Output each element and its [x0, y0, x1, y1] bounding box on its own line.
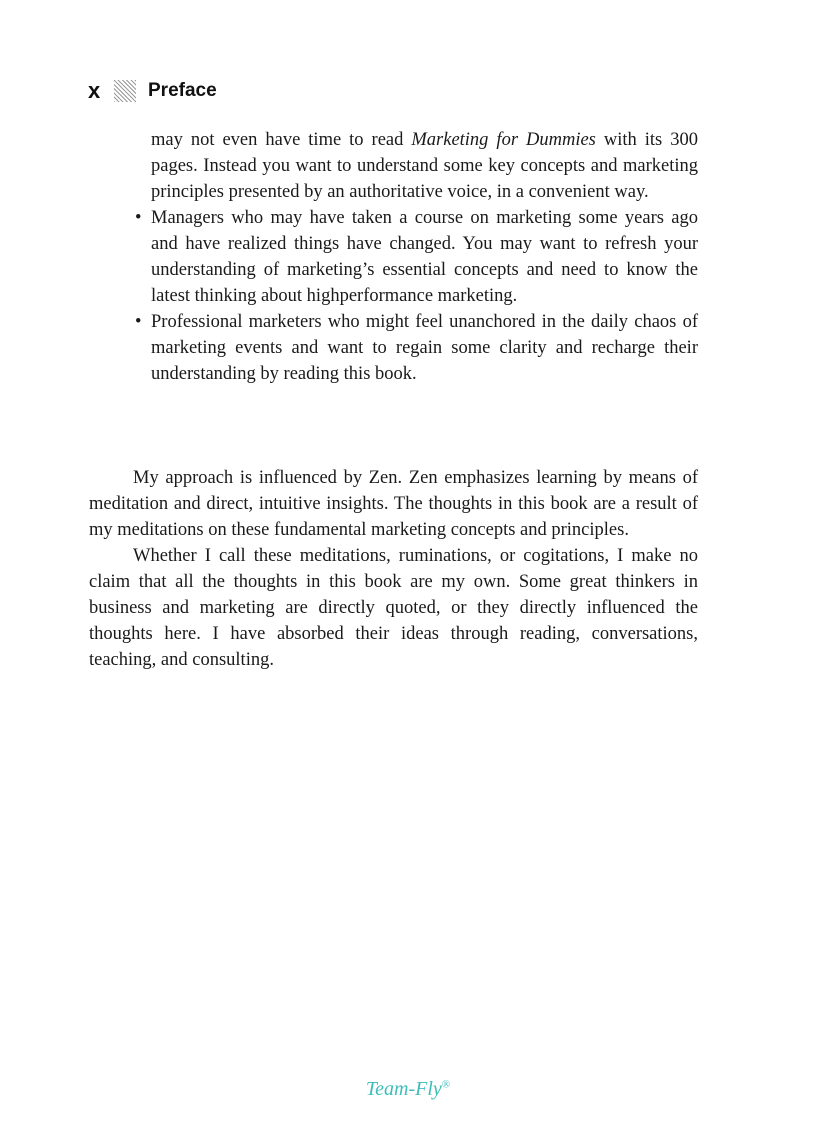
list-item-text: Professional marketers who might feel unanchored in the daily chaos of marketing events and want to regain some clarity and recharge their understanding by reading this book.: [151, 312, 698, 384]
paragraph-approach: My approach is influenced by Zen. Zen emphasizes learning by means of meditation and direct, intuitive insights. The thoughts in this book are a result of my meditations on these fundamental marketing concepts and principles.: [89, 468, 698, 540]
audience-list: [135, 127, 698, 387]
list-item-text: Managers who may have taken a course on marketing some years ago and have realized things have changed. You may want to refresh your understanding of marketing’s essential concepts and need to know the latest thinking about highperformance marketing.: [151, 208, 698, 306]
list-item-professional-marketers: [135, 309, 698, 387]
paragraph-meditations: Whether I call these meditations, ruminations, or cogitations, I make no claim that all the thoughts in this book are my own. Some great thinkers in business and marketing are directly quoted, or they directly influenced the thoughts here. I have absorbed their ideas through reading, conversations, teaching, and consulting.: [89, 546, 698, 670]
footer-text: Team-Fly: [365, 1078, 442, 1100]
section-title: Preface: [148, 80, 217, 101]
list-item-continuation: [151, 127, 698, 205]
registered-mark: ®: [441, 1078, 451, 1091]
continuation-text-end: with its 300 pages. Instead you want to understand some key concepts and marketing principles presented by an authoritative voice, in a convenient way.: [151, 130, 698, 202]
bullet-icon: •: [135, 208, 142, 228]
body-text: [89, 465, 698, 673]
book-title-italic: Marketing for Dummies: [411, 130, 596, 150]
list-item-managers: [135, 205, 698, 309]
page-number: x: [88, 78, 101, 103]
footer-watermark: [0, 1078, 816, 1101]
running-head: [88, 78, 217, 104]
hatch-ornament: [114, 80, 136, 102]
bullet-icon: •: [135, 312, 142, 332]
continuation-text-start: may not even have time to read: [151, 130, 412, 150]
